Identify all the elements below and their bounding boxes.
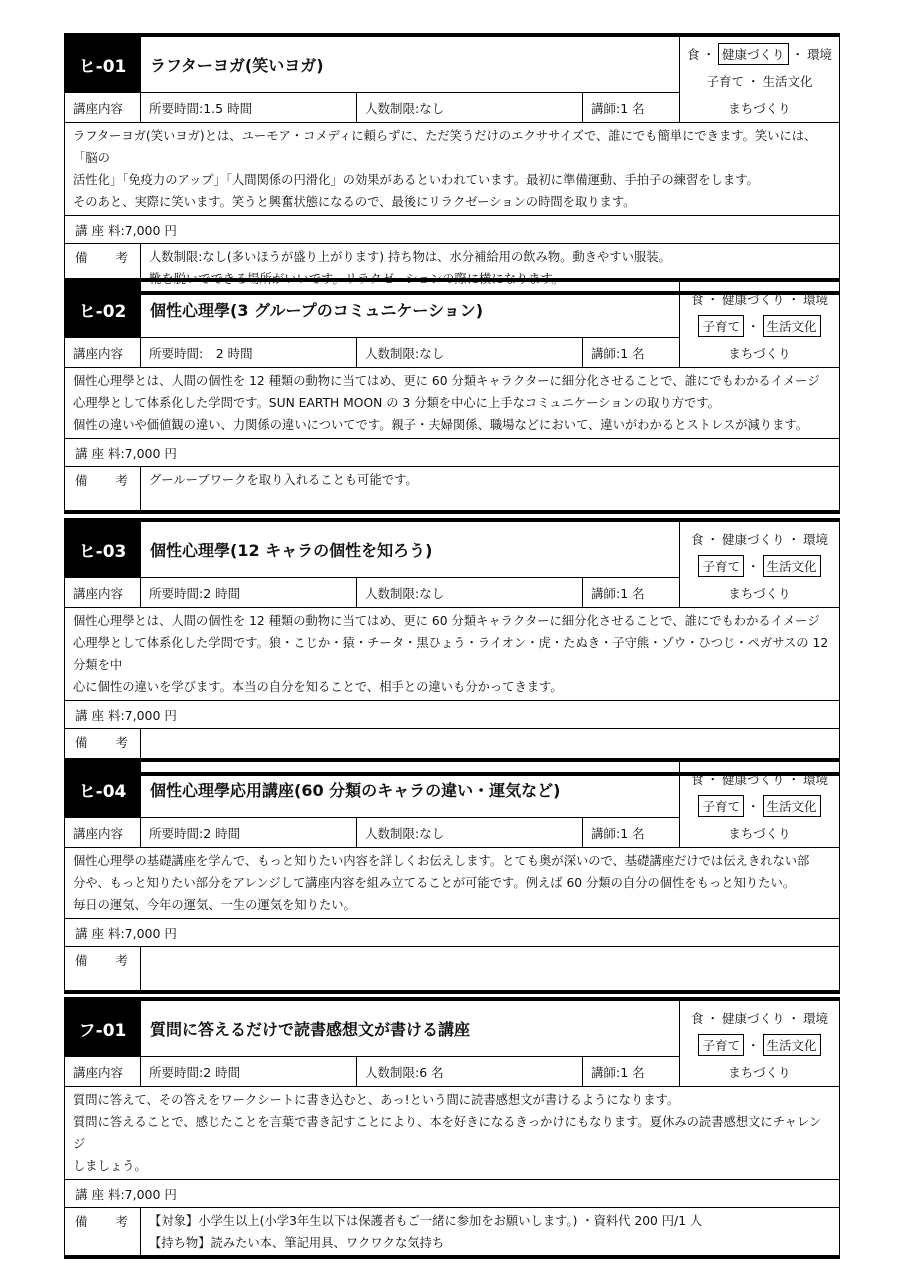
description: ラフターヨガ(笑いヨガ)とは、ユーモア・コメディに頼らずに、ただ笑うだけのエクササイズで、誰にでも簡単にできます。笑いには、「脳の 活性化」「免疫力のアップ」「人間関係の円滑化」の効果があるといわれています。最初に準備運動、手拍子の練習をします。 そのあと、実際に笑います。笑うと興奮状態になるので、最後にリラクゼーションの時間を取ります。 [73,129,817,209]
category-childcare: 子育て [698,795,744,817]
description: 個性心理學とは、人間の個性を 12 種類の動物に当てはめ、更に 60 分類キャラクターに細分化させることで、誰にでもわかるイメージ 心理學として体系化した学問です。SUN EARTH MOON の 3 分類を中心に上手なコミュニケーションの取り方です。 個性の違いや価値観の違い、力関係の違いについてです。親子・夫婦関係、職場などにおいて、違いがわかるとストレスが減ります。 [73,374,820,432]
course-card [64,33,840,295]
note-label: 備 考 [65,947,141,990]
note: 【対象】小学生以上(小学3年生以下は保護者もご一緒に参加をお願いします。) ・資料代 200 円/1 人 【持ち物】読みたい本、筆記用具、ワクワクな気持ち [149,1214,703,1250]
course-card [64,278,840,514]
fee: 講 座 料: 7,000 円 [75,925,177,941]
category-box: 食 ・ 健康づくり ・ 環境 子育て ・ 生活文化 まちづくり [679,282,839,367]
duration: 所要時間:2 時間 [141,578,357,607]
course-title: 個性心理學応用講座(60 分類のキャラの違い・運気など) [150,781,561,800]
fee: 講 座 料: 7,000 円 [75,222,177,238]
instructor: 講師:1 名 [591,585,645,601]
note [141,947,157,990]
instructor: 講師:1 名 [591,345,645,361]
duration: 所要時間:2 時間 [141,818,357,847]
course-card [64,518,840,776]
note-label: 備 考 [65,244,141,291]
note: グールーブワークを取り入れることも可能です。 [149,473,418,487]
note-label: 備 考 [65,467,141,510]
duration: 所要時間: 2 時間 [141,338,357,367]
category-food: 食 [686,46,700,62]
category-environment: 環境 [807,46,833,62]
note: 人数制限:なし(多いほうが盛り上がります) 持ち物は、水分補給用の飲み物。動きやすい服装。 靴を脱いでできる場所がいいです。リラクゼーションの際に横になります。 [149,250,671,286]
capacity: 人数制限:6 名 [357,1057,583,1086]
content-label: 講座内容 [65,338,141,367]
category-childcare: 子育て [698,315,744,337]
course-card [64,997,840,1259]
category-box: 食 ・ 健康づくり ・ 環境 子育て ・ 生活文化 まちづくり [679,37,839,122]
note-label: 備 考 [65,1208,141,1255]
description: 質問に答えて、その答えをワークシートに書き込むと、あっ!という間に読書感想文が書けるようになります。 質問に答えることで、感じたことを言葉で書き記すことにより、本を好きになるきっかけにもなります。夏休みの読書感想文にチャレンジ しましょう。 [73,1093,822,1173]
category-childcare: 子育て [698,555,744,577]
fee: 講 座 料: 7,000 円 [75,445,177,461]
category-childcare: 子育て [706,73,744,89]
duration: 所要時間:1.5 時間 [141,93,357,122]
category-culture: 生活文化 [763,315,821,337]
fee: 講 座 料: 7,000 円 [75,1186,177,1202]
description: 個性心理學とは、人間の個性を 12 種類の動物に当てはめ、更に 60 分類キャラクターに細分化させることで、誰にでもわかるイメージ 心理學として体系化した学問です。狼・こじか・猿・チータ・黒ひょう・ライオン・虎・たぬき・子守熊・ゾウ・ひつじ・ペガサスの 12 分類を中 心に個性の違いを学びます。本当の自分を知ることで、相手との違いも分かってきます。 [73,614,829,694]
content-label: 講座内容 [65,93,141,122]
category-culture: 生活文化 [763,795,821,817]
category-box: 食 ・ 健康づくり ・ 環境 子育て ・ 生活文化 まちづくり [679,762,839,847]
capacity: 人数制限:なし [357,818,583,847]
course-title: 個性心理學(3 グループのコミュニケーション) [150,301,484,320]
fee: 講 座 料: 7,000 円 [75,707,177,723]
category-box: 食 ・ 健康づくり ・ 環境 子育て ・ 生活文化 まちづくり [679,522,839,607]
content-label: 講座内容 [65,578,141,607]
category-childcare: 子育て [698,1034,744,1056]
category-health: 健康づくり [718,43,789,65]
course-code: ヒ-02 [65,282,141,337]
duration: 所要時間:2 時間 [141,1057,357,1086]
description: 個性心理學の基礎講座を学んで、もっと知りたい内容を詳しくお伝えします。とても奥が深いので、基礎講座だけでは伝えきれない部 分や、もっと知りたい部分をアレンジして講座内容を組み立てることが可能です。例えば 60 分類の自分の個性をもっと知りたい。 毎日の運気、今年の運気、一生の運気を知りたい。 [73,854,810,912]
course-code: ヒ-01 [65,37,141,92]
course-code: ヒ-04 [65,762,141,817]
instructor: 講師:1 名 [591,100,645,116]
course-title: 個性心理學(12 キャラの個性を知ろう) [150,541,433,560]
content-label: 講座内容 [65,818,141,847]
capacity: 人数制限:なし [357,338,583,367]
content-label: 講座内容 [65,1057,141,1086]
course-title: ラフターヨガ(笑いヨガ) [150,56,324,75]
course-code: フ-01 [65,1001,141,1056]
capacity: 人数制限:なし [357,578,583,607]
capacity: 人数制限:なし [357,93,583,122]
course-card [64,758,840,994]
category-culture: 生活文化 [763,1034,821,1056]
category-culture: 生活文化 [763,555,821,577]
instructor: 講師:1 名 [591,1064,645,1080]
course-title: 質問に答えるだけで読書感想文が書ける講座 [150,1020,471,1039]
category-community: まちづくり [728,100,791,116]
note-label: 備 考 [65,729,141,772]
course-code: ヒ-03 [65,522,141,577]
category-culture: 生活文化 [762,73,813,89]
instructor: 講師:1 名 [591,825,645,841]
category-box: 食 ・ 健康づくり ・ 環境 子育て ・ 生活文化 まちづくり [679,1001,839,1086]
